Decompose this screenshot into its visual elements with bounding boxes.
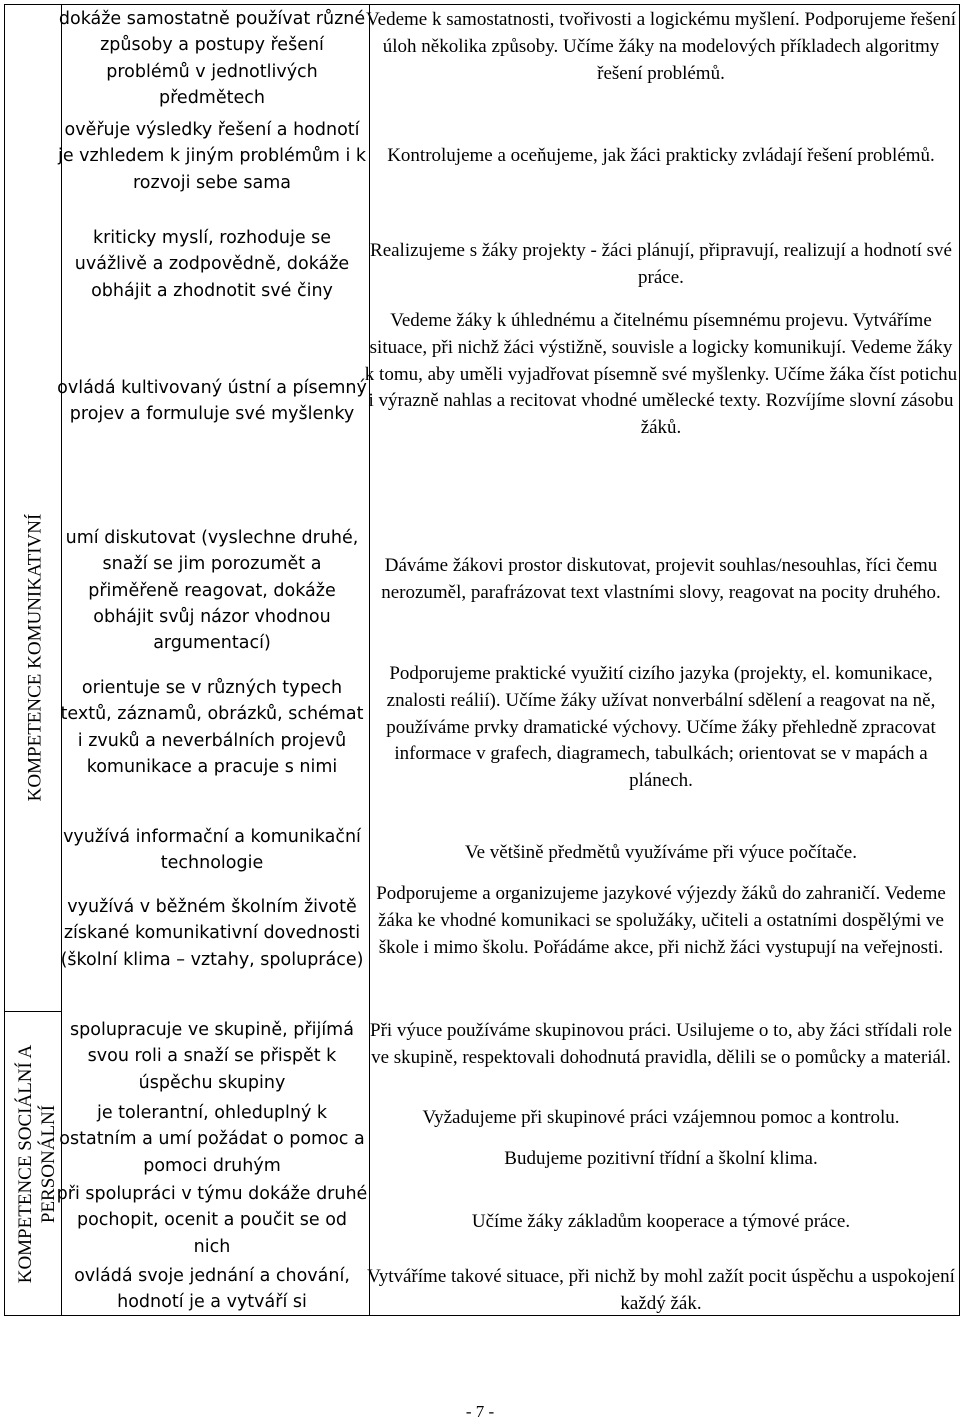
- competency-item: ovládá svoje jednání a chování, hodnotí je a vytváří si: [74, 1266, 350, 1313]
- competency-item: je tolerantní, ohleduplný k ostatním a umí požádat o pomoc a pomoci druhým: [59, 1103, 365, 1176]
- strategy-item: Podporujeme a organizujeme jazykové výjezdy žáků do zahraničí. Vedeme žáka ke vhodné komunikaci se spolužáky, učiteli a ostatními dospělými ve škole i mimo školu. Pořádáme akce, při nichž žáci vystupují na veřejnosti.: [376, 883, 946, 958]
- competency-item: umí diskutovat (vyslechne druhé, snaží se jim porozumět a přiměřeně reagovat, dokáže obhájit svůj názor vhodnou argumentací): [65, 528, 359, 654]
- strategy-item: Podporujeme praktické využití cizího jazyka (projekty, el. komunikace, znalosti reálií). Učíme žáky užívat nonverbální sdělení a reagovat na ně, používáme prvky dramatické výchovy. Učíme žáky přehledně zpracovat informace v grafech, diagramech, tabulkách; orientovat se v mapách a plánech.: [386, 663, 936, 792]
- section-label-socialni-line2: PERSONÁLNÍ: [38, 1104, 59, 1224]
- competency-item: kriticky myslí, rozhoduje se uvážlivě a zodpovědně, dokáže obhájit a zhodnotit své činy: [74, 228, 350, 301]
- competency-item: ověřuje výsledky řešení a hodnotí je vzhledem k jiným problémům i k rozvoji sebe sama: [57, 120, 367, 193]
- strategy-item: Ve většině předmětů využíváme při výuce počítače.: [465, 842, 857, 863]
- competency-item: při spolupráci v týmu dokáže druhé pochopit, ocenit a poučit se od nich: [56, 1184, 368, 1257]
- strategy-item: Vytváříme takové situace, při nichž by mohl zažít pocit úspěchu a uspokojení každý žák.: [367, 1266, 955, 1314]
- page-number: - 7 -: [465, 1402, 495, 1421]
- competency-item: ovládá kultivovaný ústní a písemný projev a formuluje své myšlenky: [57, 378, 367, 425]
- strategy-item: Dáváme žákovi prostor diskutovat, projevit souhlas/nesouhlas, říci čemu nerozuměl, parafrázovat text vlastními slovy, reagovat na pocity druhého.: [381, 555, 941, 603]
- competency-item: orientuje se v různých typech textů, záznamů, obrázků, schémat i zvuků a neverbálních projevů komunikace a pracuje s nimi: [60, 678, 364, 777]
- strategy-item: Při výuce používáme skupinovou práci. Usilujeme o to, aby žáci střídali role ve skupině, respektovali dohodnutá pravidla, dělili se o pomůcky a materiál.: [370, 1020, 952, 1068]
- competency-item: využívá v běžném školním životě získané komunikativní dovednosti (školní klima – vztahy, spolupráce): [60, 897, 364, 970]
- strategy-item: Vedeme k samostatnosti, tvořivosti a logickému myšlení. Podporujeme řešení úloh několika způsoby. Učíme žáky na modelových příkladech algoritmy řešení problémů.: [366, 9, 956, 84]
- strategy-item: Realizujeme s žáky projekty - žáci plánují, připravují, realizují a hodnotí své práce.: [370, 240, 952, 288]
- section-label-socialni: [14, 1019, 60, 1309]
- strategy-item: Vedeme žáky k úhlednému a čitelnému písemnému projevu. Vytváříme situace, při nichž žáci výstižně, souvisle a logicky komunikují. Vedeme žáky k tomu, aby uměli vyjadřovat písemně své myšlenky. Učíme žáka číst potichu i výrazně nahlas a recitovat vhodné umělecké texty. Rozvíjíme slovní zásobu žáků.: [364, 310, 958, 439]
- competency-item: využívá informační a komunikační technologie: [63, 827, 361, 874]
- strategy-item: Kontrolujeme a oceňujeme, jak žáci prakticky zvládají řešení problémů.: [387, 145, 935, 166]
- strategy-item: Učíme žáky základům kooperace a týmové práce.: [471, 1211, 851, 1232]
- strategy-item: Budujeme pozitivní třídní a školní klima.: [504, 1148, 818, 1169]
- section-label-socialni-line1: KOMPETENCE SOCIÁLNÍ A: [15, 1044, 36, 1284]
- section-label-komunikativni: KOMPETENCE KOMUNIKATIVNÍ: [24, 513, 46, 802]
- competency-item: dokáže samostatně používat různé způsoby a postupy řešení problémů v jednotlivých předmětech: [58, 9, 366, 108]
- competency-item: spolupracuje ve skupině, přijímá svou roli a snaží se přispět k úspěchu skupiny: [70, 1020, 354, 1093]
- strategy-item: Vyžadujeme při skupinové práci vzájemnou pomoc a kontrolu.: [422, 1107, 900, 1128]
